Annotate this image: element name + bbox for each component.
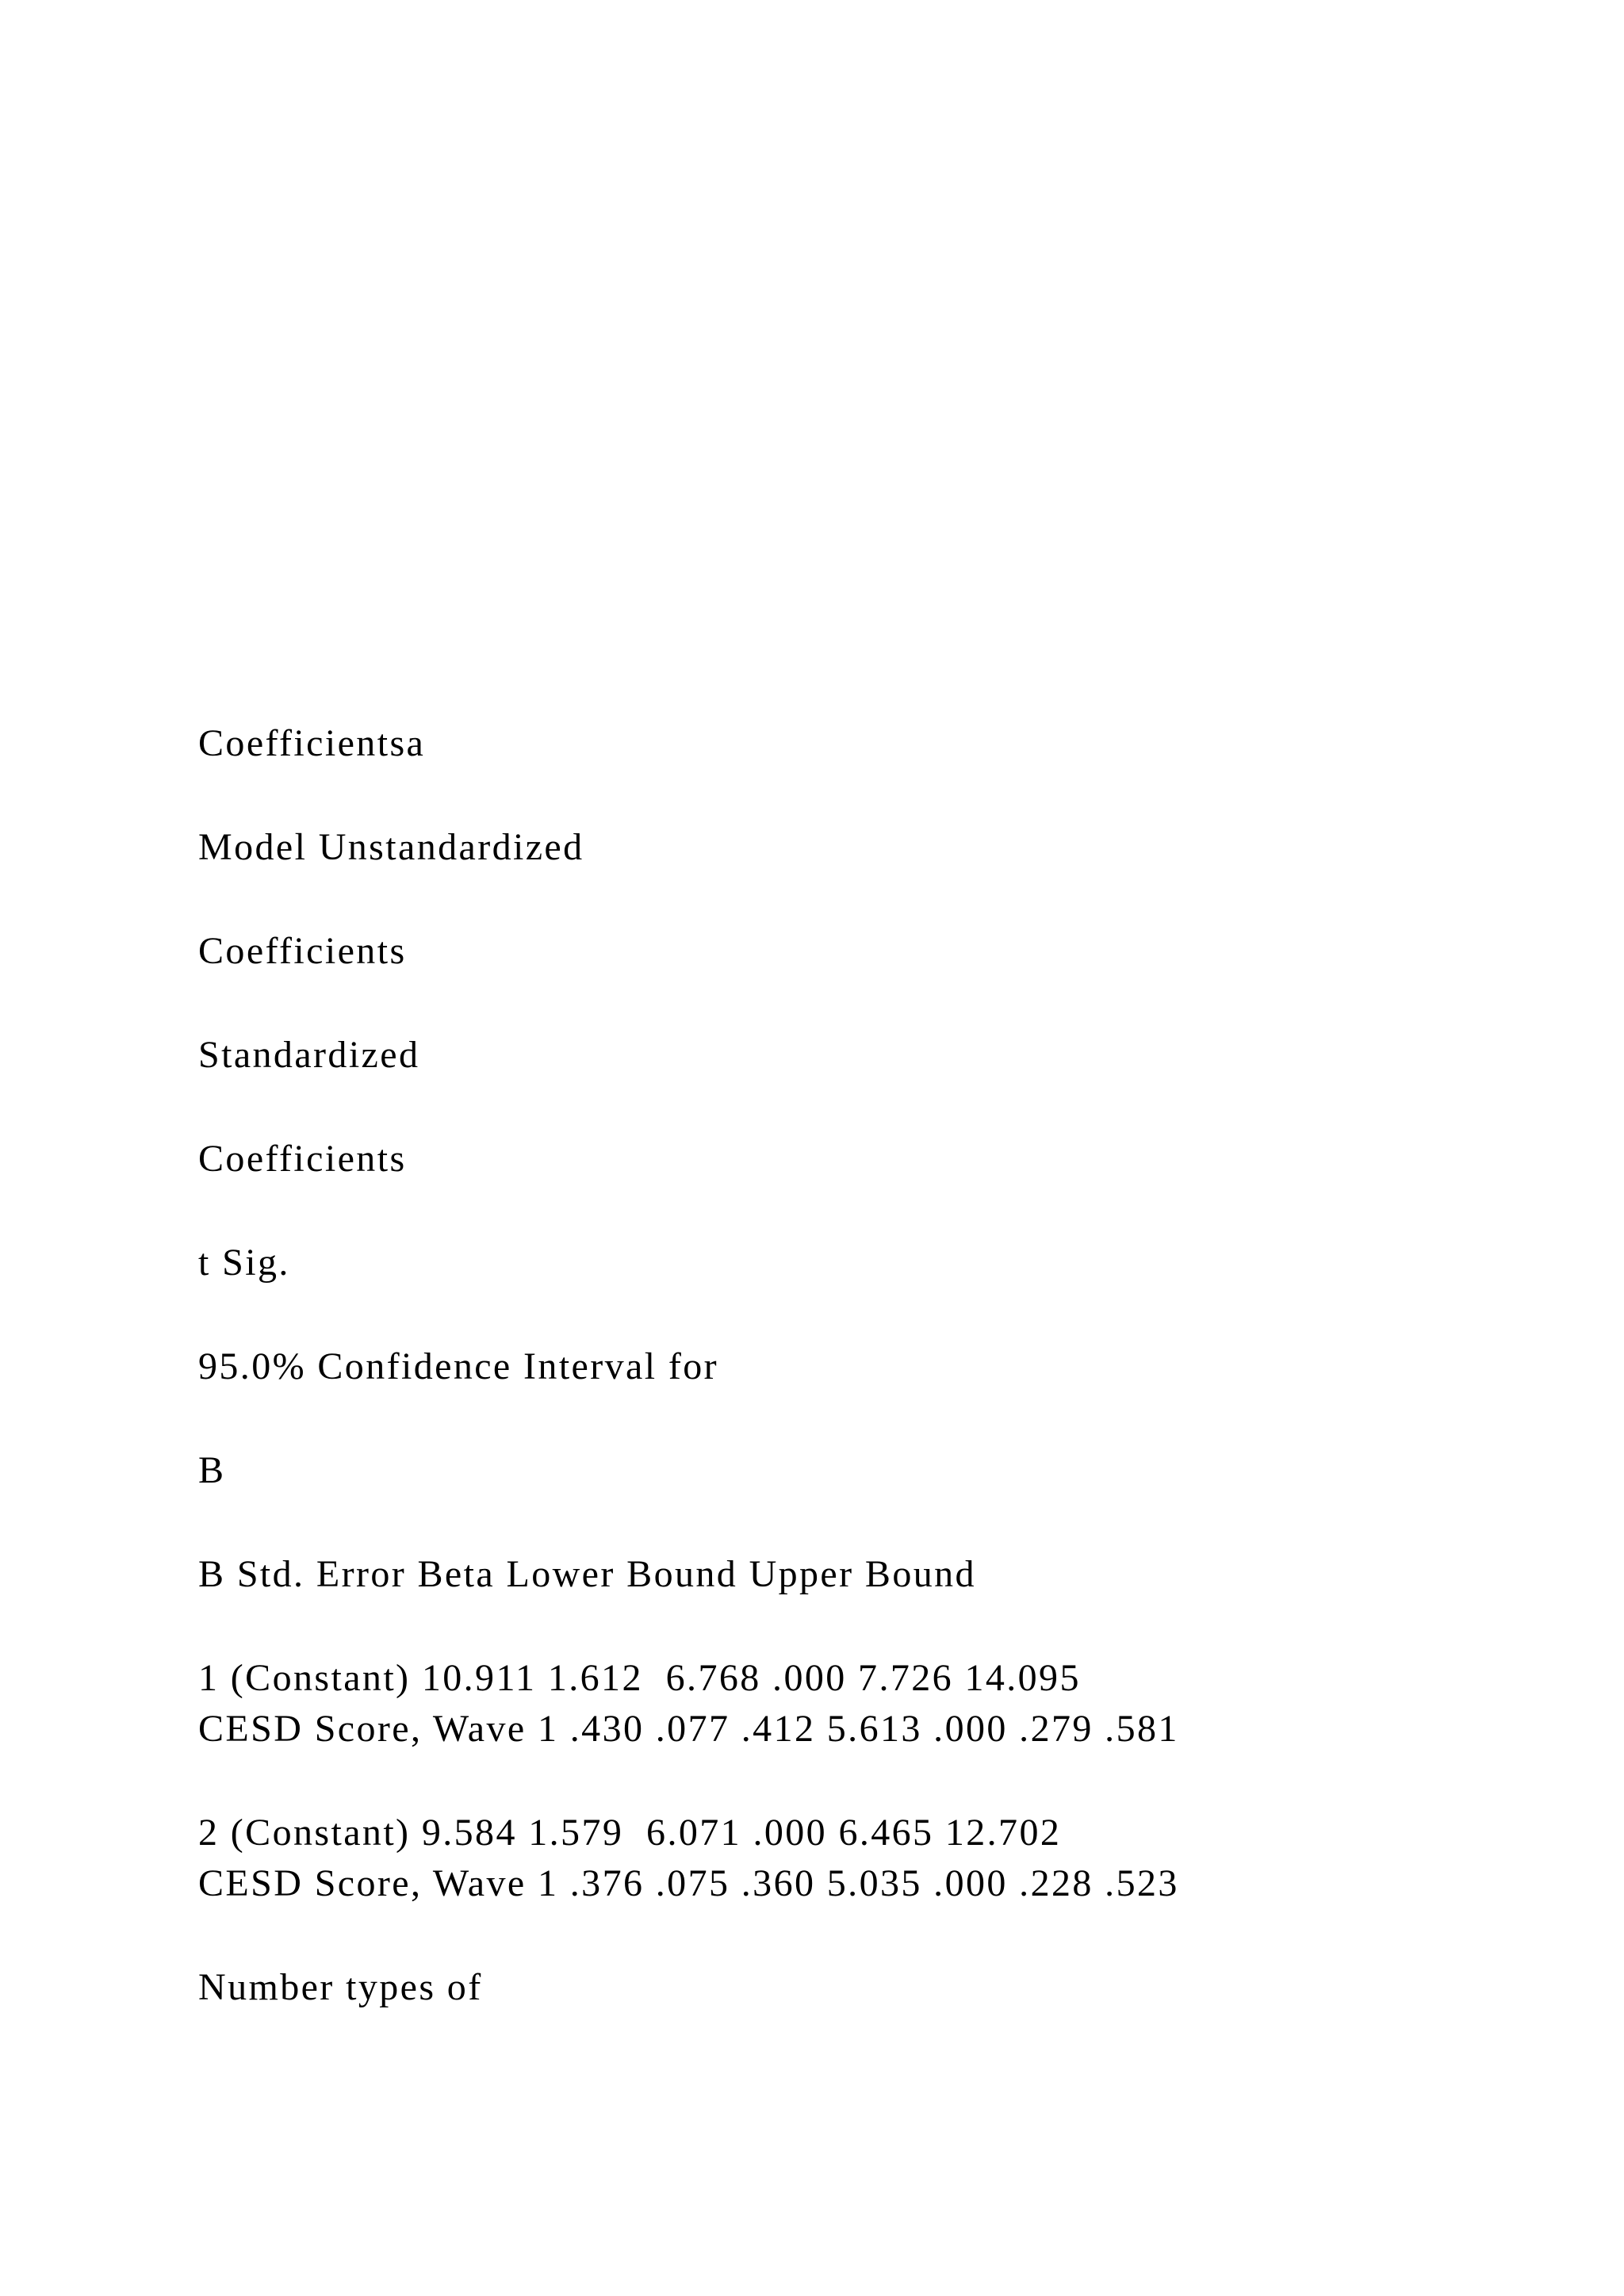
t-sig-header: t Sig. bbox=[198, 1242, 290, 1284]
standardized-header: Standardized bbox=[198, 1034, 420, 1076]
coefficients-header-2: Coefficients bbox=[198, 1138, 407, 1180]
b-header: B bbox=[198, 1449, 226, 1491]
model-unstandardized-header: Model Unstandardized bbox=[198, 826, 584, 868]
coefficients-header-1: Coefficients bbox=[198, 930, 407, 972]
table-title: Coefficientsa bbox=[198, 722, 426, 764]
column-headers: B Std. Error Beta Lower Bound Upper Bound bbox=[198, 1553, 976, 1595]
model-1-constant-row: 1 (Constant) 10.911 1.612 6.768 .000 7.726 14.095 bbox=[198, 1657, 1081, 1699]
model-2-constant-row: 2 (Constant) 9.584 1.579 6.071 .000 6.465 12.702 bbox=[198, 1812, 1062, 1854]
number-types-line: Number types of bbox=[198, 1966, 483, 2008]
model-2-cesd-row: CESD Score, Wave 1 .376 .075 .360 5.035 .000 .228 .523 bbox=[198, 1862, 1179, 1904]
model-1-cesd-row: CESD Score, Wave 1 .430 .077 .412 5.613 .000 .279 .581 bbox=[198, 1708, 1179, 1750]
confidence-interval-header: 95.0% Confidence Interval for bbox=[198, 1345, 719, 1387]
